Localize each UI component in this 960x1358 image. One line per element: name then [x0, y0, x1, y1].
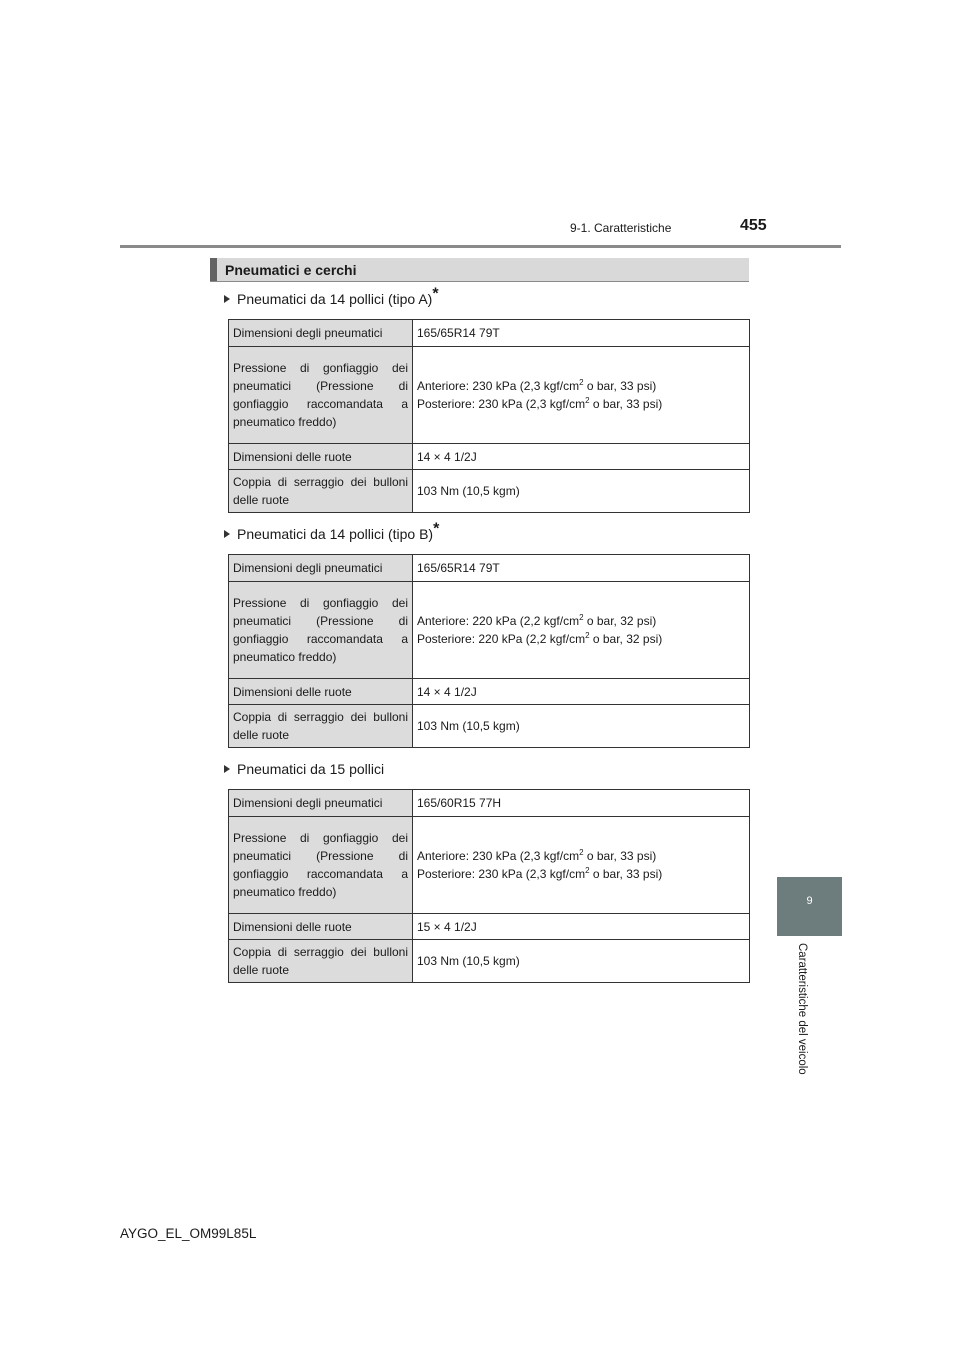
row-value [413, 817, 750, 914]
table-row [229, 444, 750, 470]
row-label: Coppia di serraggio dei bulloni delle ruote [229, 940, 413, 983]
group-title-a: Pneumatici da 14 pollici (tipo A)* [224, 290, 439, 308]
arrow-right-icon [224, 765, 230, 773]
front-pressure: Anteriore: 230 kPa (2,3 kgf/$cm^2$ o bar, 33 psi) [417, 378, 657, 393]
row-value: 103 Nm (10,5 kgm) [413, 940, 750, 983]
spec-table-b [228, 554, 750, 748]
row-label: Coppia di serraggio dei bulloni delle ruote [229, 470, 413, 513]
row-value: 103 Nm (10,5 kgm) [413, 470, 750, 513]
section-divider [210, 281, 749, 282]
table-row [229, 679, 750, 705]
rear-pressure: Posteriore: 230 kPa (2,3 kgf/$cm^2$ o bar, 33 psi) [417, 866, 663, 881]
document-code: AYGO_EL_OM99L85L [120, 1226, 257, 1241]
table-row [229, 555, 750, 582]
section-header: 9-1. Caratteristiche [570, 221, 672, 235]
row-label: Dimensioni delle ruote [229, 679, 413, 705]
chapter-number: 9 [806, 895, 813, 907]
chapter-tab[interactable] [777, 877, 842, 936]
row-value [413, 347, 750, 444]
front-pressure: Anteriore: 220 kPa (2,2 kgf/$cm^2$ o bar, 32 psi) [417, 613, 657, 628]
row-value: 14 × 4 1/2J [413, 679, 750, 705]
row-value: 14 × 4 1/2J [413, 444, 750, 470]
table-row [229, 790, 750, 817]
row-value: 165/65R14 79T [413, 320, 750, 347]
table-row [229, 914, 750, 940]
row-label: Pressione di gonfiaggio dei pneumatici (Pressione di gonfiaggio raccomandata a pneumatico freddo) [229, 347, 413, 444]
arrow-right-icon [224, 530, 230, 538]
table-row [229, 940, 750, 983]
row-label: Pressione di gonfiaggio dei pneumatici (Pressione di gonfiaggio raccomandata a pneumatico freddo) [229, 582, 413, 679]
row-label: Coppia di serraggio dei bulloni delle ruote [229, 705, 413, 748]
table-row [229, 347, 750, 444]
row-value: 103 Nm (10,5 kgm) [413, 705, 750, 748]
footnote-mark: * [433, 520, 440, 538]
section-title: Pneumatici e cerchi [210, 258, 749, 282]
group-title-b: Pneumatici da 14 pollici (tipo B)* [224, 525, 439, 543]
footnote-mark: * [432, 285, 439, 303]
rear-pressure: Posteriore: 230 kPa (2,3 kgf/$cm^2$ o bar, 33 psi) [417, 396, 663, 411]
row-label: Dimensioni degli pneumatici [229, 790, 413, 817]
rear-pressure: Posteriore: 220 kPa (2,2 kgf/$cm^2$ o bar, 32 psi) [417, 631, 663, 646]
row-value [413, 582, 750, 679]
spec-table-a [228, 319, 750, 513]
header-divider [120, 245, 841, 248]
table-row [229, 470, 750, 513]
row-label: Dimensioni degli pneumatici [229, 320, 413, 347]
spec-table-15 [228, 789, 750, 983]
row-value: 165/60R15 77H [413, 790, 750, 817]
row-label: Dimensioni delle ruote [229, 444, 413, 470]
row-label: Pressione di gonfiaggio dei pneumatici (Pressione di gonfiaggio raccomandata a pneumatico freddo) [229, 817, 413, 914]
arrow-right-icon [224, 295, 230, 303]
front-pressure: Anteriore: 230 kPa (2,3 kgf/$cm^2$ o bar, 33 psi) [417, 848, 657, 863]
row-value: 165/65R14 79T [413, 555, 750, 582]
table-row [229, 705, 750, 748]
table-row [229, 582, 750, 679]
row-value: 15 × 4 1/2J [413, 914, 750, 940]
row-label: Dimensioni delle ruote [229, 914, 413, 940]
chapter-label: Caratteristiche del veicolo [796, 943, 808, 1075]
group-title-15: Pneumatici da 15 pollici [224, 760, 384, 778]
table-row [229, 817, 750, 914]
table-row [229, 320, 750, 347]
row-label: Dimensioni degli pneumatici [229, 555, 413, 582]
page-number: 455 [740, 217, 767, 234]
